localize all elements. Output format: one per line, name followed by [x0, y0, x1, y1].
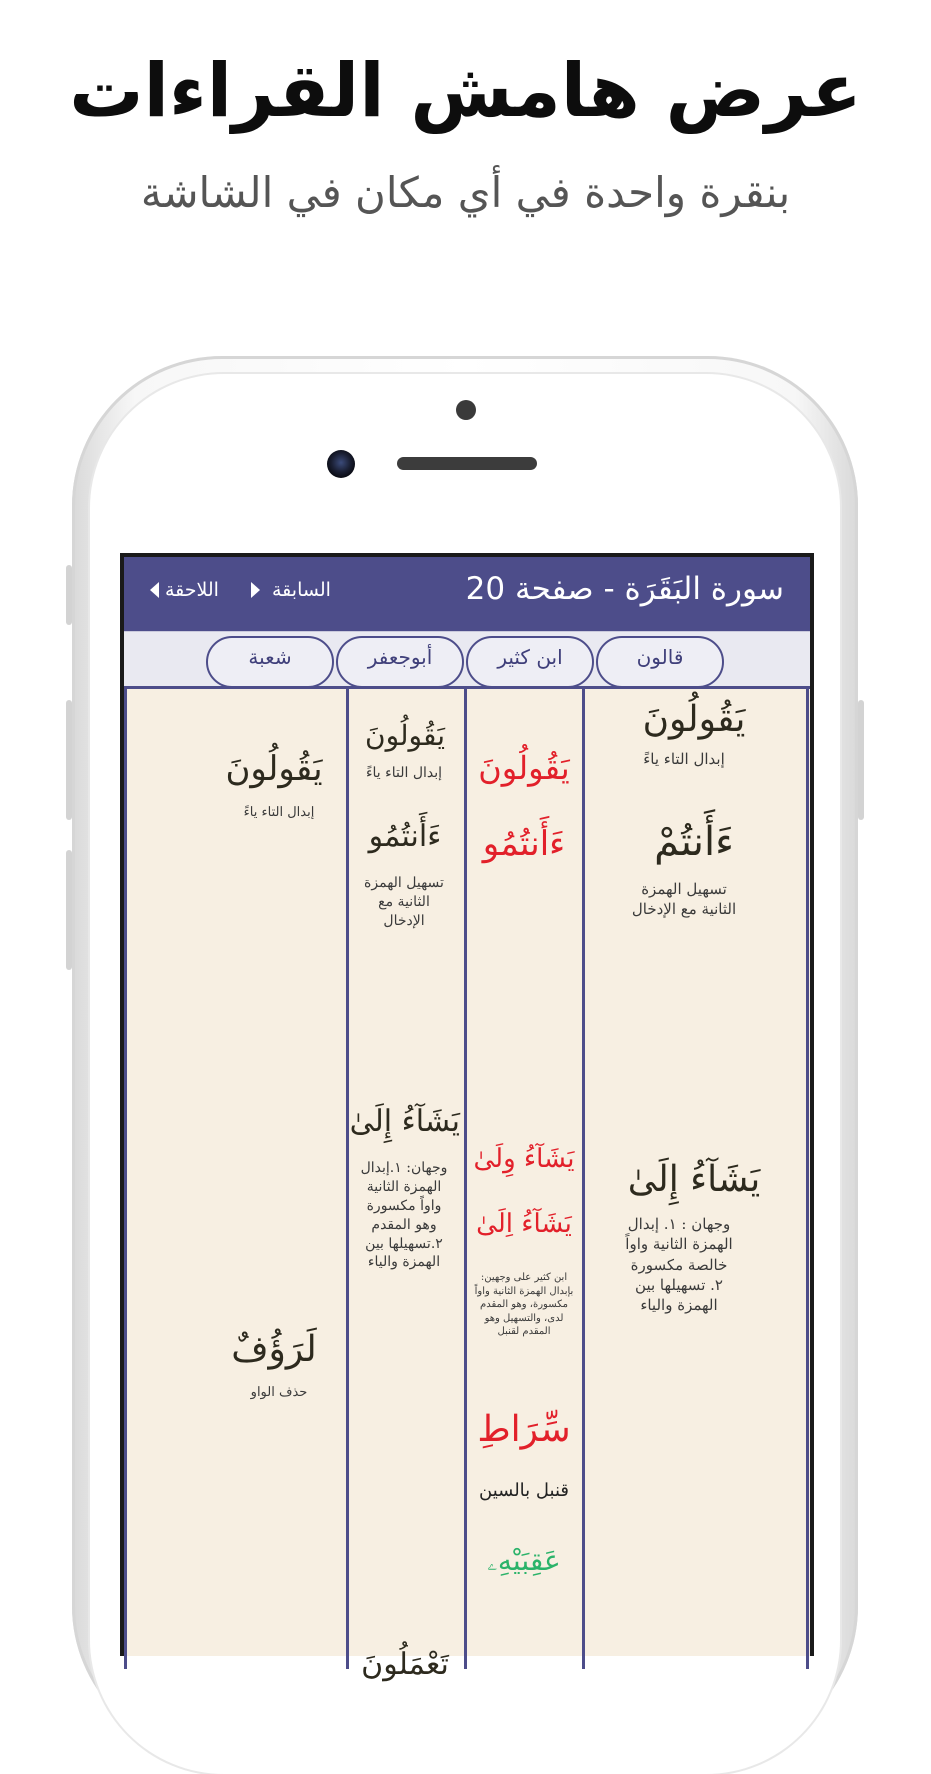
qalun-word-yaqulun[interactable]: يَقُولُونَ: [642, 699, 746, 740]
tab-ibn-kathir[interactable]: ابن كثير: [466, 636, 594, 688]
column-divider: [464, 689, 467, 1669]
qalun-word-aantum[interactable]: ءَأَنتُمْ: [654, 819, 734, 865]
ibn-kathir-note-yashau: ابن كثير على وجهين: بإبدال الهمزة الثانية واواً مكسورة، وهو المقدم لدى، والتسهيل وهو المقدم لقنبل: [474, 1272, 574, 1337]
qalun-note-2: تسهيل الهمزة الثانية مع الإدخال: [631, 880, 737, 919]
triangle-left-icon: [150, 582, 159, 598]
volume-down-button: [66, 850, 72, 970]
mute-switch: [66, 565, 72, 625]
column-divider: [124, 689, 127, 1669]
abu-jafar-word-tamalun[interactable]: تَعْمَلُونَ: [361, 1647, 449, 1682]
ibn-kathir-note-sirat: قنبل بالسين: [479, 1480, 569, 1501]
tab-qalun[interactable]: قالون: [596, 636, 724, 688]
app-screen: [120, 553, 814, 1682]
qalun-word-yashau[interactable]: يَشَآءُ إِلَىٰ: [627, 1159, 761, 1200]
tab-abu-jafar[interactable]: أبوجعفر: [336, 636, 464, 688]
abu-jafar-note-2: تسهيل الهمزة الثانية مع الإدخال: [364, 875, 444, 929]
power-button: [858, 700, 864, 820]
qiraat-tabs: [124, 631, 810, 689]
earpiece-speaker: [397, 457, 537, 470]
triangle-right-icon: [251, 582, 260, 598]
qalun-note-3: وجهان : ١. إبدال الهمزة الثانية واواً خالصة مكسورة ٢. تسهيلها بين الهمزة والياء: [625, 1215, 733, 1314]
ibn-kathir-word-aqibayh[interactable]: عَقِبَيْهِۦ: [487, 1544, 561, 1577]
shuba-word-yaqulun[interactable]: يَقُولُونَ: [225, 749, 323, 789]
ibn-kathir-word-sirat[interactable]: سِّرَاطِ: [477, 1409, 571, 1450]
volume-up-button: [66, 700, 72, 820]
next-label: اللاحقة: [165, 579, 219, 601]
next-page-button[interactable]: [144, 579, 219, 601]
previous-label: السابقة: [272, 579, 331, 601]
shuba-word-laraufun[interactable]: لَرَؤُفٌ: [231, 1329, 317, 1370]
column-divider: [582, 689, 585, 1669]
qalun-note-1: إبدال التاء ياءً: [643, 750, 725, 768]
hero-subtitle: بنقرة واحدة في أي مكان في الشاشة: [140, 168, 791, 217]
tab-shuba[interactable]: شعبة: [206, 636, 334, 688]
column-divider: [346, 689, 349, 1669]
shuba-note-1: إبدال التاء ياءً: [243, 805, 315, 820]
shuba-note-2: حذف الواو: [250, 1385, 308, 1400]
page-title: سورة البَقَرَة - صفحة 20: [465, 571, 784, 607]
column-divider: [806, 689, 809, 1669]
ibn-kathir-word-yashau-ila[interactable]: يَشَآءُ اِلَىٰ: [476, 1209, 572, 1239]
top-bar: [124, 557, 810, 631]
abu-jafar-word-yaqulun[interactable]: يَقُولُونَ: [365, 719, 445, 752]
abu-jafar-word-aantumu[interactable]: ءَأَنتُمُو: [368, 819, 442, 854]
ibn-kathir-word-yaqulun[interactable]: يَقُولُونَ: [478, 749, 570, 787]
margin-content: [124, 689, 810, 1682]
front-camera-icon: [327, 450, 355, 478]
previous-page-button[interactable]: [251, 579, 331, 601]
ibn-kathir-word-yashau-wila[interactable]: يَشَآءُ وِلَىٰ: [473, 1144, 575, 1174]
abu-jafar-note-3: وجهان: ١.إبدال الهمزة الثانية واواً مكسورة وهو المقدم ٢.تسهيلها بين الهمزة والياء: [360, 1160, 448, 1271]
hero-title: عرض هامش القراءات: [69, 48, 862, 134]
proximity-sensor: [456, 400, 476, 420]
ibn-kathir-word-aantumu[interactable]: ءَأَنتُمُو: [482, 824, 566, 864]
abu-jafar-word-yashau[interactable]: يَشَآءُ إِلَىٰ: [349, 1104, 460, 1139]
abu-jafar-note-1: إبدال التاء ياءً: [365, 765, 443, 781]
